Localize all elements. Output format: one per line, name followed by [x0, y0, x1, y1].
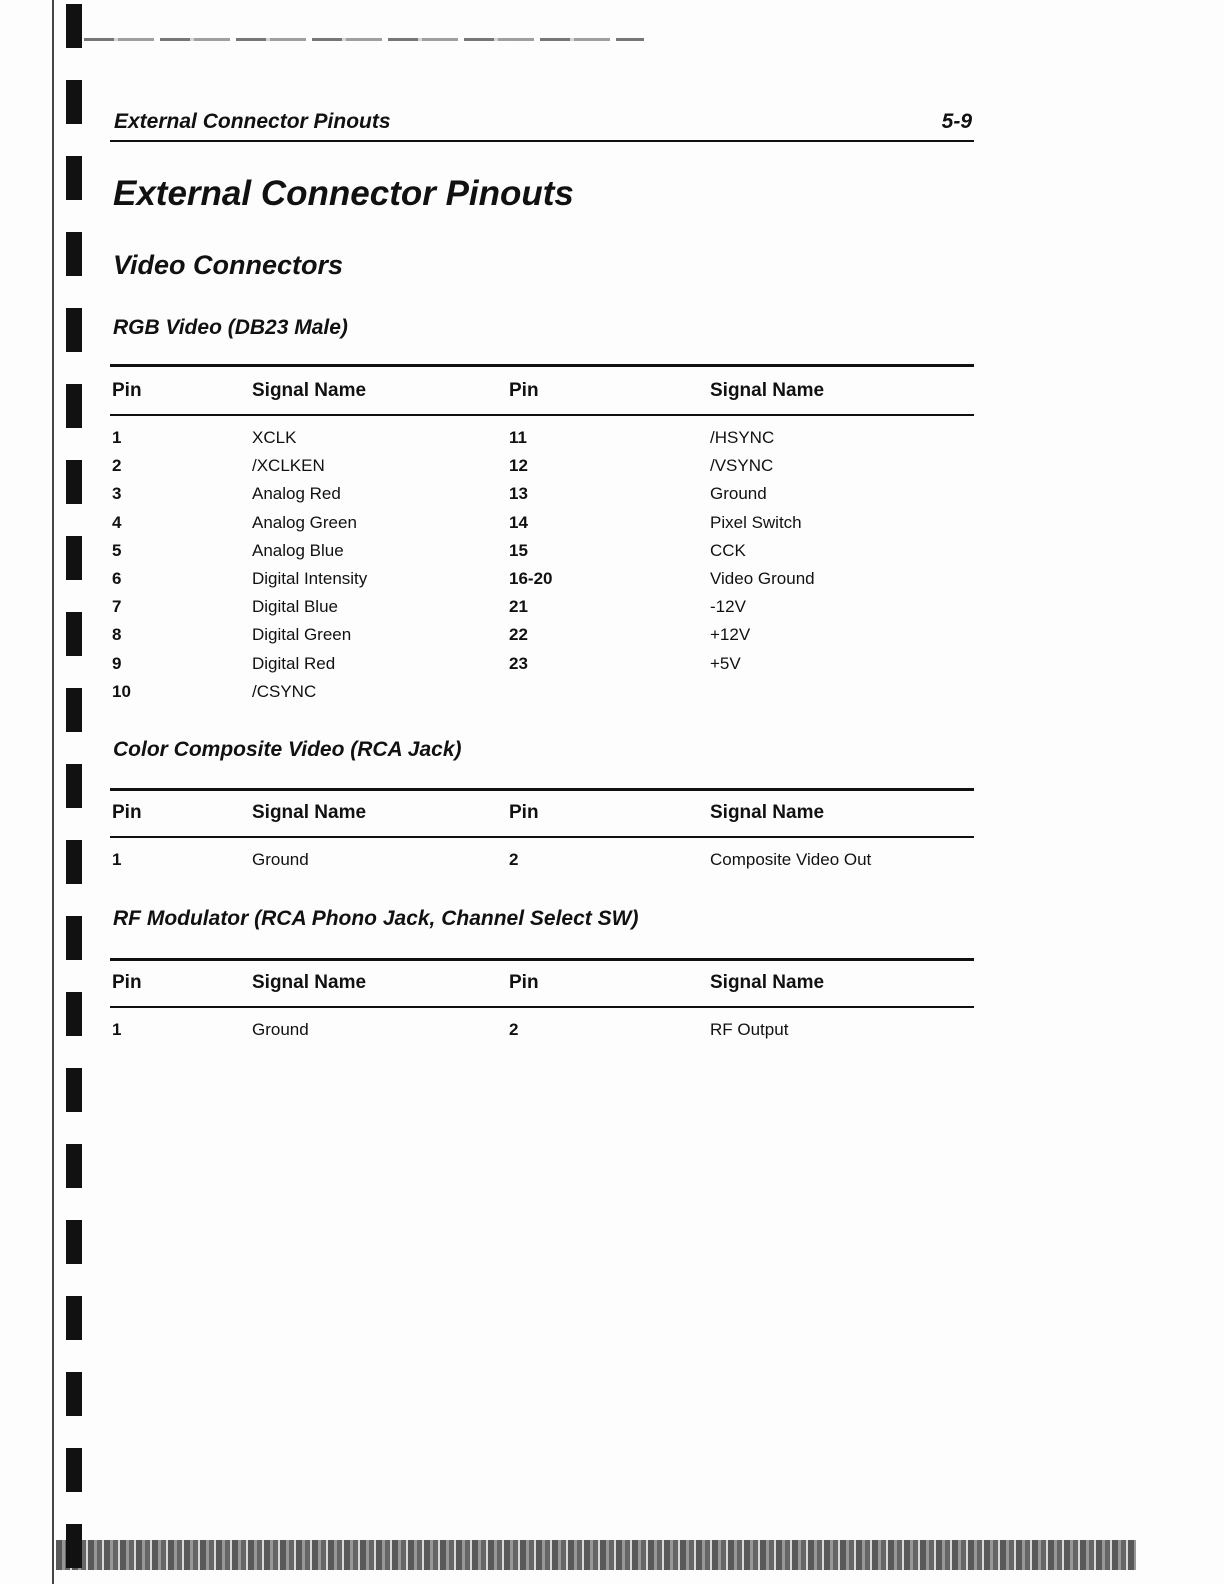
signal-cell: /VSYNC [710, 456, 774, 476]
col-pin: Pin [112, 972, 142, 993]
table-header-rule [110, 414, 974, 416]
table-header-rule [110, 836, 974, 838]
pin-cell: 2 [509, 850, 519, 869]
signal-cell: Digital Intensity [252, 569, 368, 588]
scan-margin-line [52, 0, 54, 1584]
binding-mark [66, 916, 82, 960]
pin-cell: 4 [112, 512, 122, 532]
signal-cell: Composite Video Out [710, 850, 872, 869]
pin-cell: 15 [509, 540, 528, 560]
table-header [110, 380, 974, 408]
signal-cell: RF Output [710, 1020, 789, 1039]
col-signal-name: Signal Name [252, 380, 367, 401]
col-signal-name: Signal Name [710, 972, 825, 993]
table-row [110, 850, 974, 878]
signal-cell: +12V [710, 625, 751, 645]
signal-cell: Video Ground [710, 569, 815, 588]
binding-mark [66, 1220, 82, 1264]
binding-mark [66, 1372, 82, 1416]
pin-cell: 6 [112, 569, 122, 588]
col-pin: Pin [112, 802, 142, 823]
section-heading: Video Connectors [113, 250, 344, 280]
table-row [110, 597, 974, 625]
pin-cell: 16-20 [509, 569, 553, 588]
signal-cell: Ground [252, 850, 309, 869]
col-signal-name: Signal Name [252, 802, 367, 823]
binding-mark [66, 156, 82, 200]
pin-cell: 11 [509, 428, 527, 447]
col-signal-name: Signal Name [710, 802, 825, 823]
binding-mark [66, 1144, 82, 1188]
signal-cell: /CSYNC [252, 681, 317, 701]
pin-cell: 2 [509, 1020, 519, 1039]
table-row [110, 456, 974, 484]
table-row [110, 1020, 974, 1048]
table-header [110, 802, 974, 830]
running-header-title: External Connector Pinouts [114, 110, 391, 133]
pin-cell: 2 [112, 456, 122, 476]
binding-mark [66, 80, 82, 124]
binding-mark [66, 992, 82, 1036]
pin-cell: 14 [509, 512, 528, 532]
table-row [110, 541, 974, 569]
signal-cell: /HSYNC [710, 428, 775, 447]
binding-mark [66, 1524, 82, 1568]
table-header [110, 972, 974, 1000]
pin-cell: 12 [509, 456, 528, 476]
pin-cell: 8 [112, 625, 122, 645]
table-top-rule [110, 364, 974, 367]
col-signal-name: Signal Name [252, 972, 367, 993]
col-pin: Pin [509, 380, 539, 401]
signal-cell: Ground [710, 484, 767, 504]
signal-cell: /XCLKEN [252, 456, 325, 476]
scan-artifact-bottom [56, 1540, 1136, 1570]
pin-cell: 23 [509, 653, 528, 673]
signal-cell: Analog Blue [252, 540, 344, 560]
pin-cell: 1 [112, 428, 122, 447]
pin-cell: 9 [112, 653, 122, 673]
table-top-rule [110, 788, 974, 791]
signal-cell: XCLK [252, 428, 297, 447]
binding-mark [66, 232, 82, 276]
rf-modulator-heading: RF Modulator (RCA Phono Jack, Channel Select SW) [113, 907, 639, 930]
binding-mark [66, 688, 82, 732]
signal-cell: CCK [710, 540, 746, 560]
binding-mark [66, 308, 82, 352]
scan-artifact-top [84, 38, 644, 41]
binding-mark [66, 1296, 82, 1340]
binding-mark [66, 536, 82, 580]
binding-mark [66, 384, 82, 428]
pin-cell: 21 [509, 597, 528, 617]
pin-cell: 7 [112, 597, 122, 617]
binding-mark [66, 4, 82, 48]
signal-cell: Pixel Switch [710, 512, 802, 532]
binding-mark [66, 764, 82, 808]
running-header [110, 108, 974, 142]
table-top-rule [110, 958, 974, 961]
table-row [110, 654, 974, 682]
pin-cell: 22 [509, 625, 528, 645]
signal-cell: Analog Green [252, 512, 357, 532]
signal-cell: Ground [252, 1020, 309, 1039]
signal-cell: Digital Green [252, 625, 352, 645]
signal-cell: Digital Blue [252, 597, 338, 617]
binding-mark [66, 1448, 82, 1492]
table-row [110, 428, 974, 456]
pin-cell: 1 [112, 1020, 122, 1039]
table-header-rule [110, 1006, 974, 1008]
binding-mark [66, 612, 82, 656]
pin-cell: 1 [112, 850, 122, 869]
page-number: 5-9 [941, 110, 972, 133]
col-pin: Pin [112, 380, 142, 401]
signal-cell: Digital Red [252, 653, 336, 673]
table-row [110, 513, 974, 541]
table-row [110, 484, 974, 512]
pin-cell: 5 [112, 540, 122, 560]
composite-video-heading: Color Composite Video (RCA Jack) [113, 738, 462, 761]
col-pin: Pin [509, 972, 539, 993]
table-row [110, 682, 974, 710]
signal-cell: +5V [710, 653, 741, 673]
pin-cell: 13 [509, 484, 528, 504]
binding-mark [66, 460, 82, 504]
pin-cell: 3 [112, 484, 122, 504]
signal-cell: -12V [710, 597, 746, 617]
rgb-video-heading: RGB Video (DB23 Male) [113, 316, 348, 339]
table-row [110, 625, 974, 653]
col-pin: Pin [509, 802, 539, 823]
binding-mark [66, 840, 82, 884]
page-title: External Connector Pinouts [113, 174, 574, 213]
table-row [110, 569, 974, 597]
binding-mark [66, 1068, 82, 1112]
signal-cell: Analog Red [252, 484, 341, 504]
col-signal-name: Signal Name [710, 380, 825, 401]
pin-cell: 10 [112, 681, 131, 701]
